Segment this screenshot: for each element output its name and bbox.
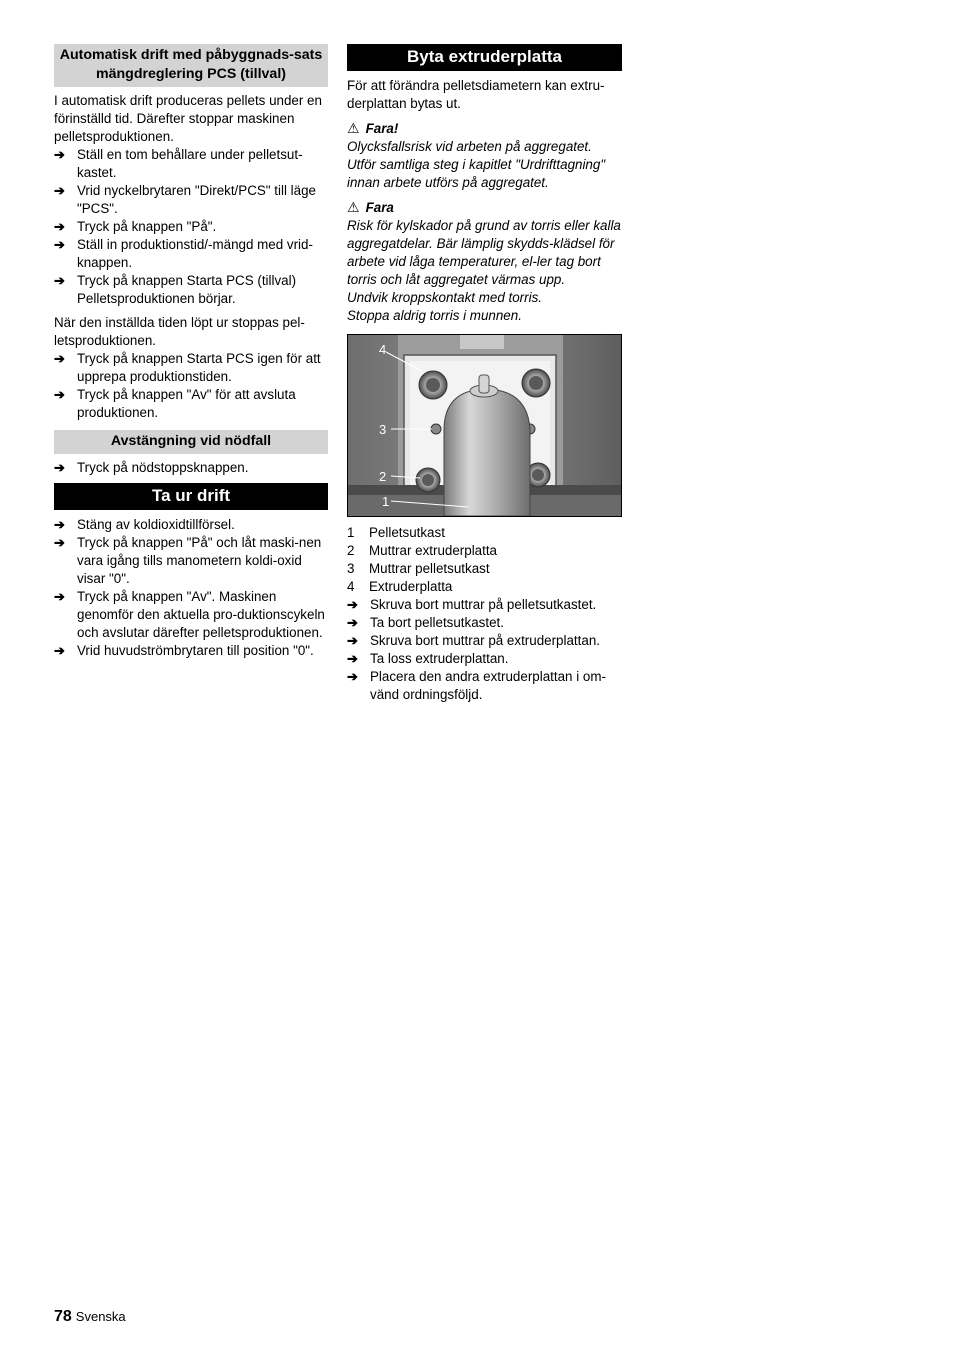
arrow-icon: ➔ [54, 589, 65, 604]
photo-callout-1: 1 [382, 494, 390, 509]
list-item: ➔ Tryck på knappen "Av". Maskinen genomför den aktuella pro-duktionscykeln och avslutar därefter pelletsproduktionen. [54, 589, 325, 640]
warning-body-2c: Stoppa aldrig torris i munnen. [347, 308, 522, 323]
warning-body-2b: Undvik kroppskontakt med torris. [347, 290, 542, 305]
list-item: ➔ Skruva bort muttrar på pelletsutkastet. [347, 597, 597, 612]
left-column [54, 44, 328, 660]
list-item: ➔ Vrid huvudströmbrytaren till position "0". [54, 643, 314, 658]
arrow-icon: ➔ [54, 237, 65, 252]
arrow-icon: ➔ [54, 535, 65, 550]
arrow-icon: ➔ [54, 460, 65, 475]
auto-intro: I automatisk drift produceras pellets under en förinställd tid. Därefter stoppar maskinen pelletsproduktionen. [54, 93, 322, 144]
arrow-icon: ➔ [54, 147, 65, 162]
decommission-steps [54, 516, 328, 660]
warning-triangle-icon: ⚠ [347, 199, 360, 215]
auto-middle: När den inställda tiden löpt ur stoppas pel-letsproduktionen. [54, 315, 305, 348]
list-item: ➔ Vrid nyckelbrytaren "Direkt/PCS" till läge "PCS". [54, 183, 316, 216]
arrow-icon: ➔ [54, 387, 65, 402]
list-item: ➔ Tryck på knappen "Av" för att avsluta produktionen. [54, 387, 296, 420]
photo-callout-4: 4 [379, 342, 387, 357]
legend-item: 2 Muttrar extruderplatta [347, 543, 498, 558]
arrow-icon: ➔ [347, 597, 358, 612]
list-item: ➔ Ställ en tom behållare under pelletsut-kastet. [54, 147, 303, 180]
legend-item: 4 Extruderplatta [347, 579, 453, 594]
legend-item: 1 Pelletsutkast [347, 525, 445, 540]
list-item: ➔ Placera den andra extruderplattan i om-vänd ordningsföljd. [347, 669, 606, 702]
arrow-icon: ➔ [54, 351, 65, 366]
list-item: ➔ Ta bort pelletsutkastet. [347, 615, 504, 630]
list-item: ➔ Tryck på nödstoppsknappen. [54, 460, 249, 475]
extruder-steps [347, 596, 622, 704]
extruder-intro: För att förändra pelletsdiametern kan extru-derplattan bytas ut. [347, 78, 605, 111]
list-item: ➔ Tryck på knappen "På". [54, 219, 217, 234]
decommission-heading: Ta ur drift [54, 483, 328, 510]
extruder-heading: Byta extruderplatta [347, 44, 622, 71]
warning-body-2: Risk för kylskador på grund av torris eller kalla aggregatdelar. Bär lämplig skydds-klädsel för arbete vid låga temperaturer, el-ler tag bort torris och låt aggregatet värmas upp. [347, 218, 621, 287]
photo-legend [347, 524, 622, 596]
list-item: ➔ Tryck på knappen "På" och låt maski-nen vara igång tills manometern koldi-oxid visar "0". [54, 535, 322, 586]
warning-title-2: ⚠ Fara [347, 199, 394, 215]
list-item: ➔ Ställ in produktionstid/-mängd med vrid-knappen. [54, 237, 313, 270]
list-item: ➔ Tryck på knappen Starta PCS igen för att upprepa produktionstiden. [54, 351, 321, 384]
right-column [347, 44, 622, 704]
extruder-photo-drawing [348, 335, 621, 516]
arrow-icon: ➔ [54, 183, 65, 198]
arrow-icon: ➔ [54, 643, 65, 658]
photo-callout-2: 2 [379, 469, 387, 484]
emergency-steps [54, 459, 328, 477]
emergency-heading: Avstängning vid nödfall [54, 430, 328, 454]
legend-item: 3 Muttrar pelletsutkast [347, 561, 490, 576]
arrow-icon: ➔ [54, 273, 65, 288]
auto-steps [54, 146, 328, 308]
footer-language: Svenska [75, 1309, 126, 1324]
extruder-photo [347, 334, 622, 517]
arrow-icon: ➔ [347, 615, 358, 630]
list-item: ➔ Ta loss extruderplattan. [347, 651, 509, 666]
arrow-icon: ➔ [347, 669, 358, 684]
list-item: ➔ Tryck på knappen Starta PCS (tillval) Pelletsproduktionen börjar. [54, 273, 297, 306]
photo-callout-3: 3 [379, 422, 387, 437]
list-item: ➔ Stäng av koldioxidtillförsel. [54, 517, 235, 532]
arrow-icon: ➔ [347, 633, 358, 648]
arrow-icon: ➔ [54, 517, 65, 532]
page-number: 78 [54, 1308, 72, 1325]
arrow-icon: ➔ [347, 651, 358, 666]
warning-title-1: ⚠ Fara! [347, 120, 399, 136]
list-item: ➔ Skruva bort muttrar på extruderplattan. [347, 633, 600, 648]
auto-steps-2 [54, 350, 328, 422]
warning-body-1: Olycksfallsrisk vid arbeten på aggregatet. Utför samtliga steg i kapitlet "Urdrifttagning" innan arbete utförs på aggregatet. [347, 139, 606, 190]
page-footer [54, 1308, 126, 1326]
auto-heading: Automatisk drift med påbyggnads-sats mängdreglering PCS (tillval) [54, 44, 328, 87]
arrow-icon: ➔ [54, 219, 65, 234]
warning-triangle-icon: ⚠ [347, 120, 360, 136]
